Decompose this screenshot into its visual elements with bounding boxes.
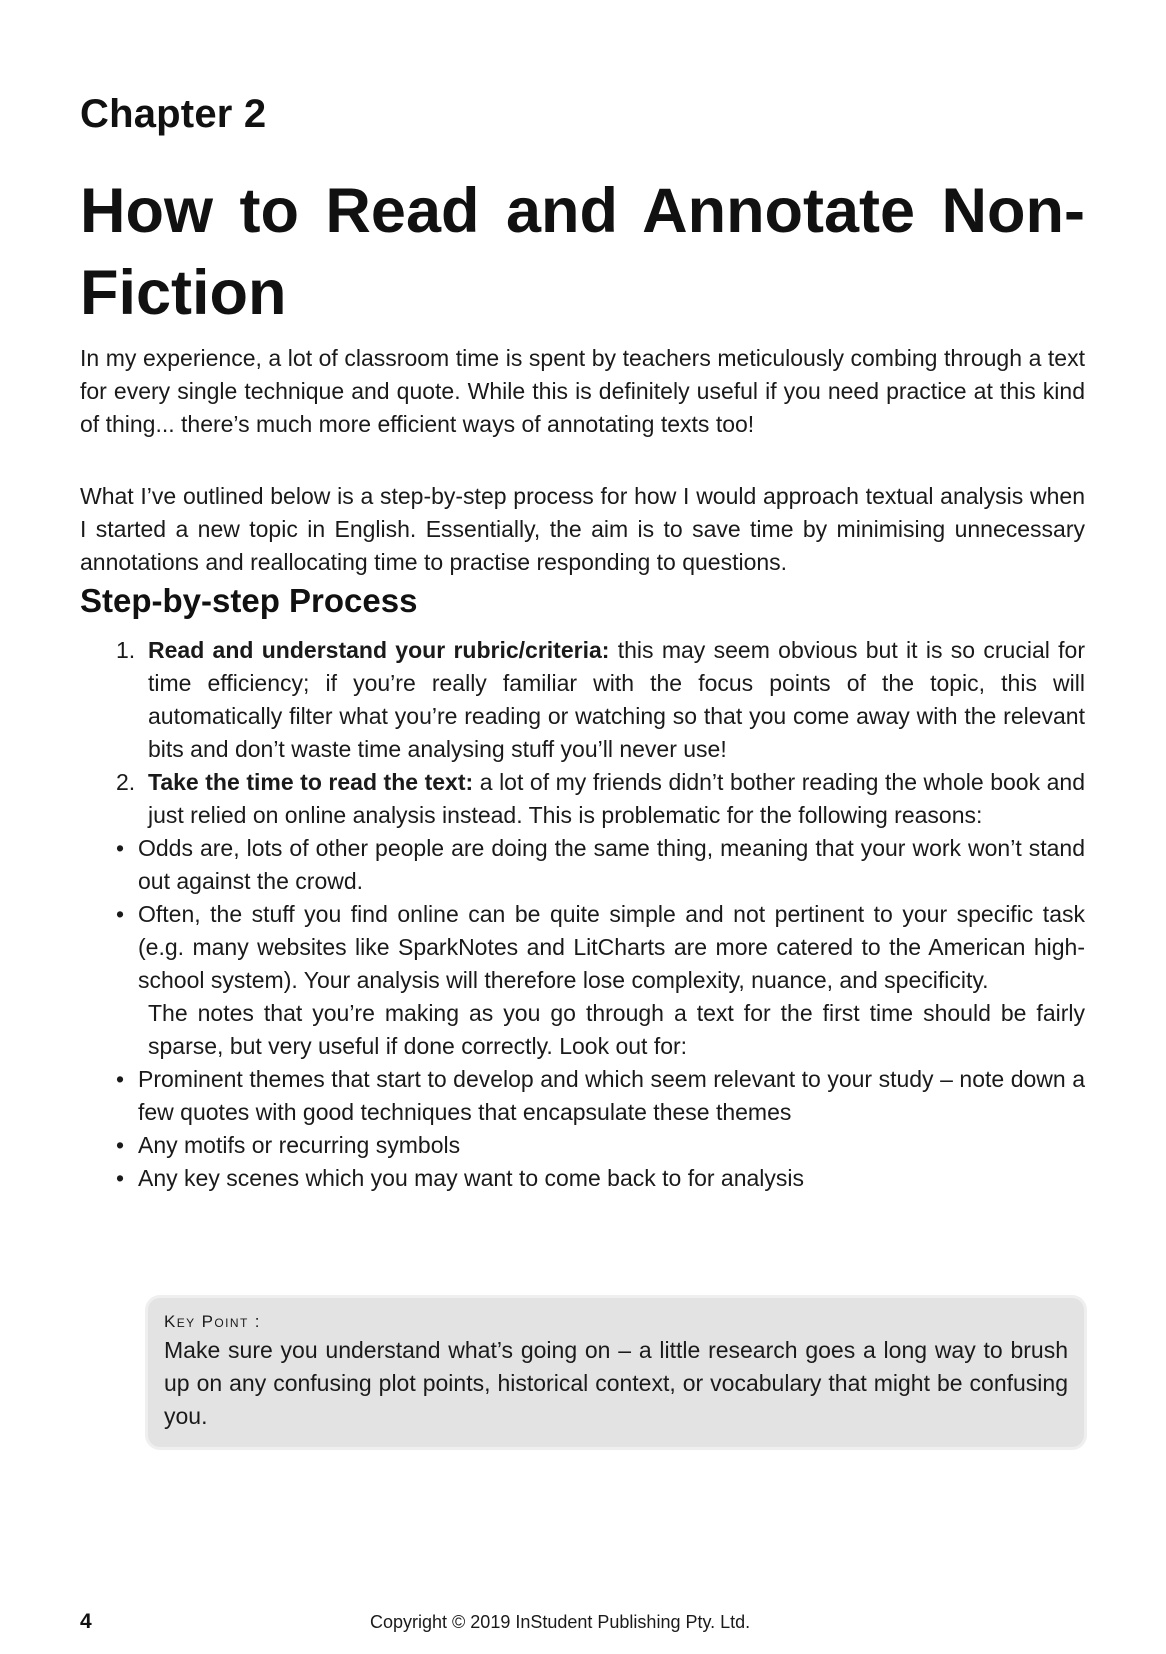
step-list [80, 634, 1085, 1195]
bullet-icon: • [116, 901, 125, 927]
list-item-text: Any motifs or recurring symbols [138, 1132, 461, 1158]
intro-paragraph-1: In my experience, a lot of classroom time is spent by teachers meticulously combing through a text for every single technique and quote. While this is definitely useful if you need practice at this kind of thing... there’s much more efficient ways of annotating texts too! [80, 345, 1085, 437]
document-page [80, 0, 1085, 1654]
step-number: 1. [116, 637, 136, 663]
list-item [80, 898, 1085, 997]
chapter-title-line-2: Fiction [80, 258, 287, 328]
step-followup-paragraph: The notes that you’re making as you go through a text for the first time should be fairly sparse, but very useful if done correctly. Look out for: [148, 1000, 1085, 1059]
step-text: this may seem obvious but it is so crucial for time efficiency; if you’re really familiar with the focus points of the topic, this will automatically filter what you’re reading or watching so that you come away with the relevant bits and don’t waste time analysing stuff you’ll never use! [148, 637, 1086, 762]
page-footer [80, 1610, 1085, 1640]
reasons-list [80, 832, 1085, 997]
key-point-box [148, 1298, 1084, 1447]
step-lead: Read and understand your rubric/criteria: [148, 637, 610, 663]
list-item [80, 1162, 1085, 1195]
intro-paragraph-2: What I’ve outlined below is a step-by-step process for how I would approach textual analysis when I started a new topic in English. Essentially, the aim is to save time by minimising unnecessary annotations and reallocating time to practise responding to questions. [80, 483, 1085, 575]
list-item-text: Often, the stuff you find online can be quite simple and not pertinent to your specific task (e.g. many websites like SparkNotes and LitCharts are more catered to the American high-school system). Your analysis will therefore lose complexity, nuance, and specificity. [138, 901, 1085, 993]
section-heading: Step-by-step Process [80, 582, 418, 619]
list-item-text: Odds are, lots of other people are doing the same thing, meaning that your work won’t stand out against the crowd. [138, 835, 1085, 894]
key-point-label: Key Point : [164, 1312, 261, 1331]
list-item [80, 1129, 1085, 1162]
list-item [80, 832, 1085, 898]
list-item [80, 1063, 1085, 1129]
key-point-text: Make sure you understand what’s going on – a little research goes a long way to brush up on any confusing plot points, historical context, or vocabulary that might be confusing you. [164, 1337, 1068, 1429]
step-item-2 [80, 766, 1085, 832]
list-item-text: Prominent themes that start to develop and which seem relevant to your study – note down a few quotes with good techniques that encapsulate these themes [138, 1066, 1085, 1125]
look-out-list [80, 1063, 1085, 1195]
step-text: a lot of my friends didn’t bother reading the whole book and just relied on online analysis instead. This is problematic for the following reasons: [148, 769, 1085, 828]
bullet-icon: • [116, 1132, 125, 1158]
step-lead: Take the time to read the text: [148, 769, 474, 795]
bullet-icon: • [116, 835, 125, 861]
step-item-1 [80, 634, 1085, 766]
chapter-title [80, 170, 1085, 334]
page-number: 4 [80, 1610, 92, 1633]
list-item-text: Any key scenes which you may want to come back to for analysis [138, 1165, 805, 1191]
chapter-title-line-1: How to Read and Annotate Non- [80, 176, 1085, 246]
bullet-icon: • [116, 1165, 125, 1191]
chapter-label: Chapter 2 [80, 92, 267, 136]
copyright-notice: Copyright © 2019 InStudent Publishing Pty. Ltd. [370, 1612, 751, 1632]
step-number: 2. [116, 769, 136, 795]
bullet-icon: • [116, 1066, 125, 1092]
